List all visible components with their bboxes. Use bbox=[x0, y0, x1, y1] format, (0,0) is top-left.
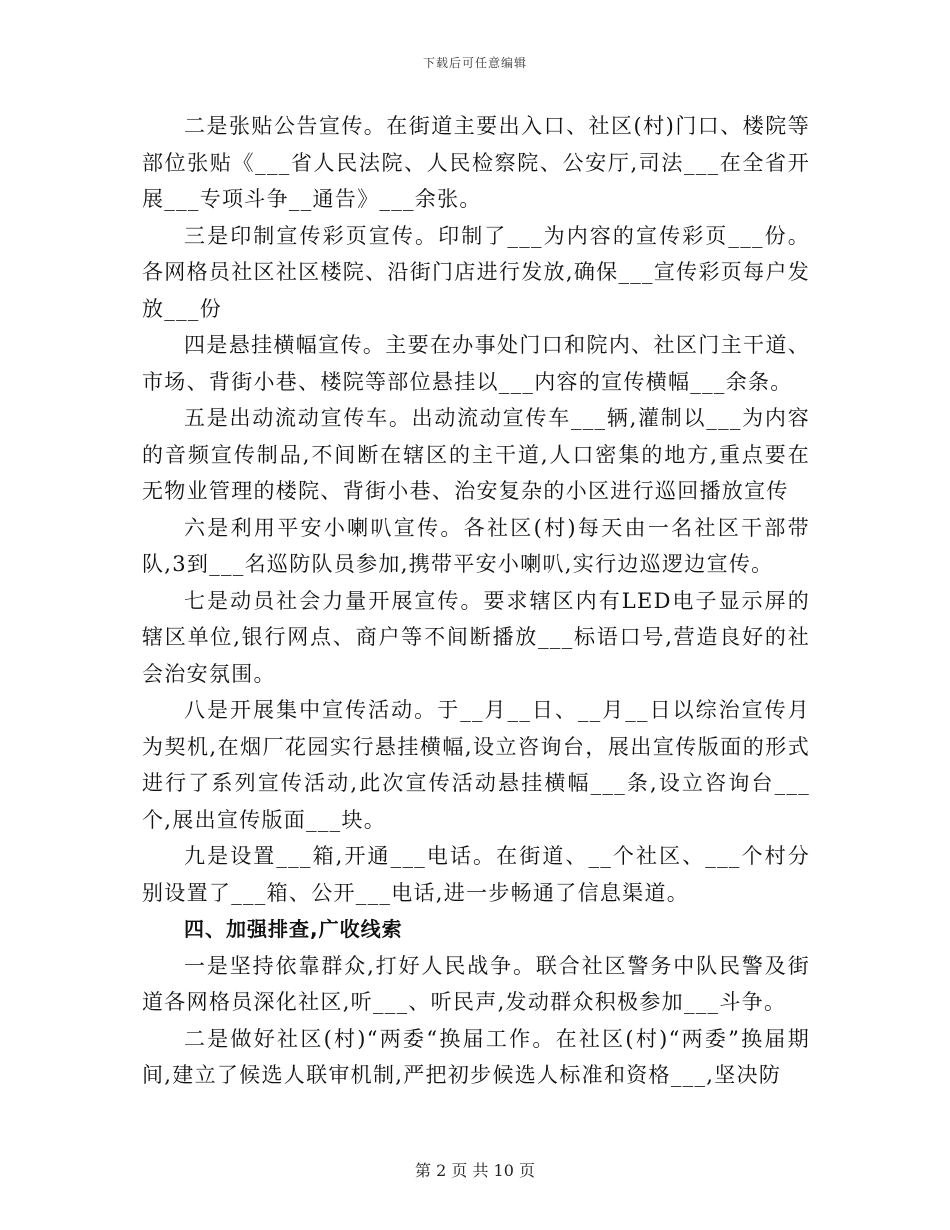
paragraph-color-leaflet-publicity: 三是印制宣传彩页宣传。印制了___为内容的宣传彩页___份。各网格员社区社区楼院、沿街门店进行发放,确保___宣传彩页每户发放___份 bbox=[142, 223, 810, 321]
document-body bbox=[142, 108, 810, 1094]
paragraph-poster-publicity: 二是张贴公告宣传。在街道主要出入口、社区(村)门口、楼院等部位张贴《___省人民法院、人民检察院、公安厅,司法___在全省开展___专项斗争__通告》___余张。 bbox=[142, 114, 810, 211]
page-number-footer: 第 2 页 共 10 页 bbox=[415, 1161, 535, 1180]
paragraph-committee-election: 二是做好社区(村)“两委“换届工作。在社区(村)“两委”换届期间,建立了候选人联审机制,严把初步候选人标准和资格___,坚决防 bbox=[142, 1026, 810, 1087]
paragraph-centralized-activity: 八是开展集中宣传活动。于__月__日、__月__日以综治宣传月为契机,在烟厂花园实行悬挂横幅,设立咨询台，展出宣传版面的形式进行了系列宣传活动,此次宣传活动悬挂横幅___条,设立咨询台___个,展出宣传版面___块。 bbox=[142, 698, 810, 832]
paragraph-mailbox-hotline: 九是设置___箱,开通___电话。在街道、__个社区、___个村分别设置了___箱、公开___电话,进一步畅通了信息渠道。 bbox=[142, 844, 810, 905]
page-header-note: 下载后可任意编辑 bbox=[422, 56, 527, 70]
paragraph-rely-on-masses: 一是坚持依靠群众,打好人民战争。联合社区警务中队民警及街道各网格员深化社区,听___、听民声,发动群众积极参加___斗争。 bbox=[142, 953, 810, 1014]
paragraph-banner-publicity: 四是悬挂横幅宣传。主要在办事处门口和院内、社区门主干道、市场、背街小巷、楼院等部位悬挂以___内容的宣传横幅___余条。 bbox=[142, 333, 810, 394]
paragraph-loudspeaker-publicity: 六是利用平安小喇叭宣传。各社区(村)每天由一名社区干部带队,3到___名巡防队员参加,携带平安小喇叭,实行边巡逻边宣传。 bbox=[142, 515, 810, 576]
paragraph-mobile-vehicle-publicity: 五是出动流动宣传车。出动流动宣传车___辆,灌制以___为内容的音频宣传制品,不间断在辖区的主干道,人口密集的地方,重点要在无物业管理的楼院、背街小巷、治安复杂的小区进行巡回播放宣传 bbox=[142, 406, 810, 503]
section-heading: 四、加强排查,广收线索 bbox=[184, 917, 403, 941]
paragraph-social-forces-publicity: 七是动员社会力量开展宣传。要求辖区内有LED电子显示屏的辖区单位,银行网点、商户等不间断播放___标语口号,营造良好的社会治安氛围。 bbox=[142, 588, 810, 686]
